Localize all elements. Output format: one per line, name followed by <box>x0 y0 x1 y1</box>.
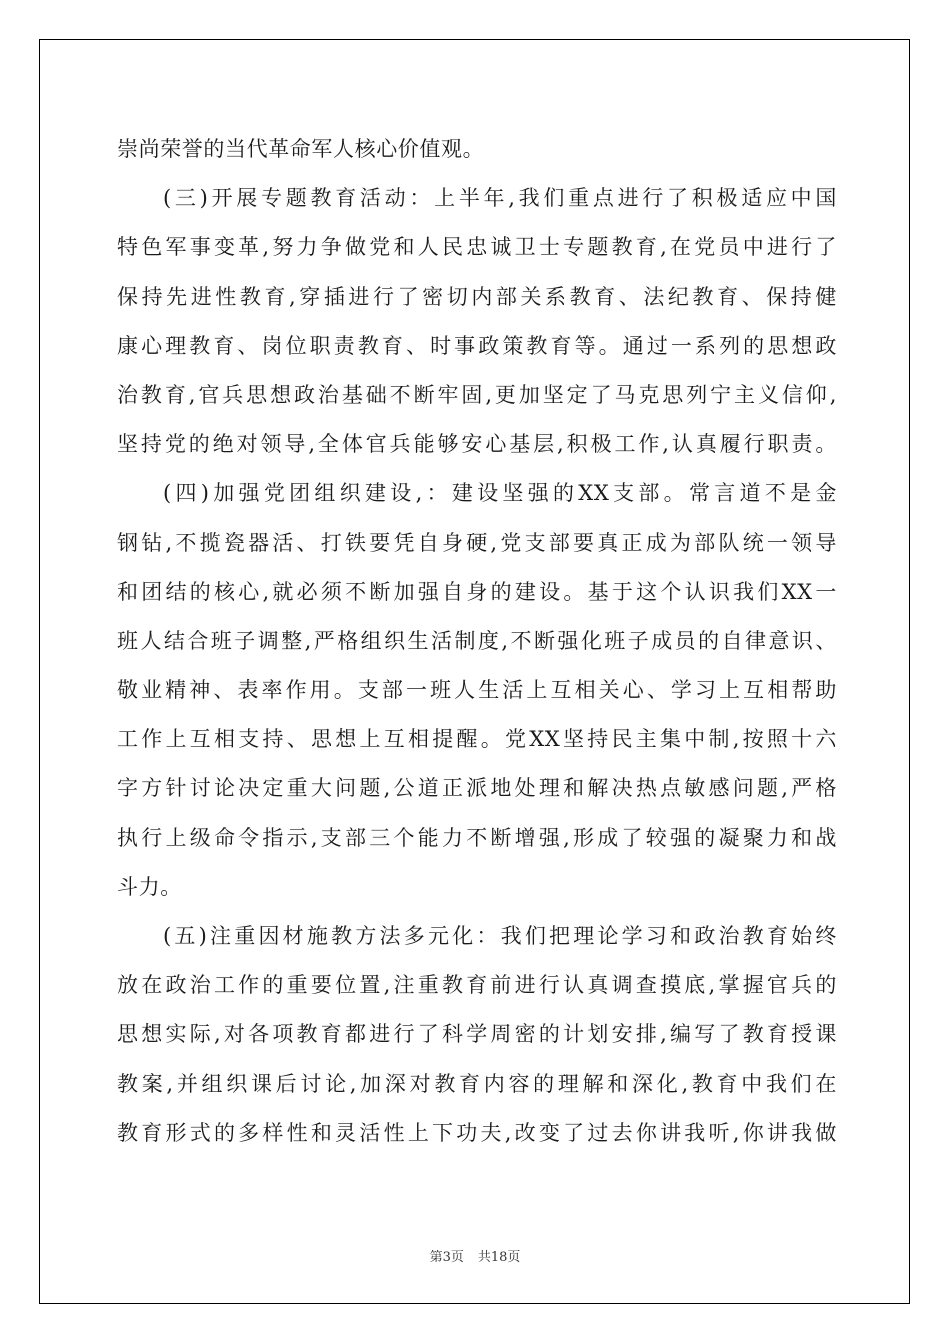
text-line: 工作上互相支持、思想上互相提醒。党XX坚持民主集中制,按照十六 <box>117 727 837 752</box>
text-line: 治教育,官兵思想政治基础不断牢固,更加坚定了马克思列宁主义信仰, <box>117 382 837 407</box>
document-body <box>117 125 837 1158</box>
text-line: 教育形式的多样性和灵活性上下功夫,改变了过去你讲我听,你讲我做 <box>117 1120 837 1145</box>
text-line: 崇尚荣誉的当代革命军人核心价值观。 <box>117 137 485 161</box>
text-line: 保持先进性教育,穿插进行了密切内部关系教育、法纪教育、保持健 <box>117 284 837 309</box>
text-line: (三)开展专题教育活动：上半年,我们重点进行了积极适应中国 <box>163 186 837 211</box>
text-line: 执行上级命令指示,支部三个能力不断增强,形成了较强的凝聚力和战 <box>117 825 837 850</box>
text-line: (五)注重因材施教方法多元化：我们把理论学习和政治教育始终 <box>163 924 837 948</box>
text-line: 敬业精神、表率作用。支部一班人生活上互相关心、学习上互相帮助 <box>117 678 837 703</box>
page-number-total: 共18页 <box>477 1250 521 1265</box>
text-line: 特色军事变革,努力争做党和人民忠诚卫士专题教育,在党员中进行了 <box>117 235 837 260</box>
text-line: (四)加强党团组织建设,：建设坚强的XX支部。常言道不是金 <box>163 481 837 506</box>
text-line: 和团结的核心,就必须不断加强自身的建设。基于这个认识我们XX一 <box>117 579 837 604</box>
text-line: 思想实际,对各项教育都进行了科学周密的计划安排,编写了教育授课 <box>117 1022 837 1047</box>
text-line: 班人结合班子调整,严格组织生活制度,不断强化班子成员的自律意识、 <box>117 628 837 653</box>
text-line: 教案,并组织课后讨论,加深对教育内容的理解和深化,教育中我们在 <box>117 1071 837 1096</box>
text-line: 康心理教育、岗位职责教育、时事政策教育等。通过一系列的思想政 <box>117 333 837 358</box>
text-line: 字方针讨论决定重大问题,公道正派地处理和解决热点敏感问题,严格 <box>117 776 837 801</box>
text-line: 钢钻,不揽瓷器活、打铁要凭自身硬,党支部要真正成为部队统一领导 <box>117 530 837 555</box>
text-line: 斗力。 <box>117 874 182 899</box>
page-footer <box>0 1246 950 1265</box>
text-line: 放在政治工作的重要位置,注重教育前进行认真调查摸底,掌握官兵的 <box>117 973 837 998</box>
page-number-current: 第3页 <box>429 1250 464 1265</box>
text-line: 坚持党的绝对领导,全体官兵能够安心基层,积极工作,认真履行职责。 <box>117 432 837 457</box>
